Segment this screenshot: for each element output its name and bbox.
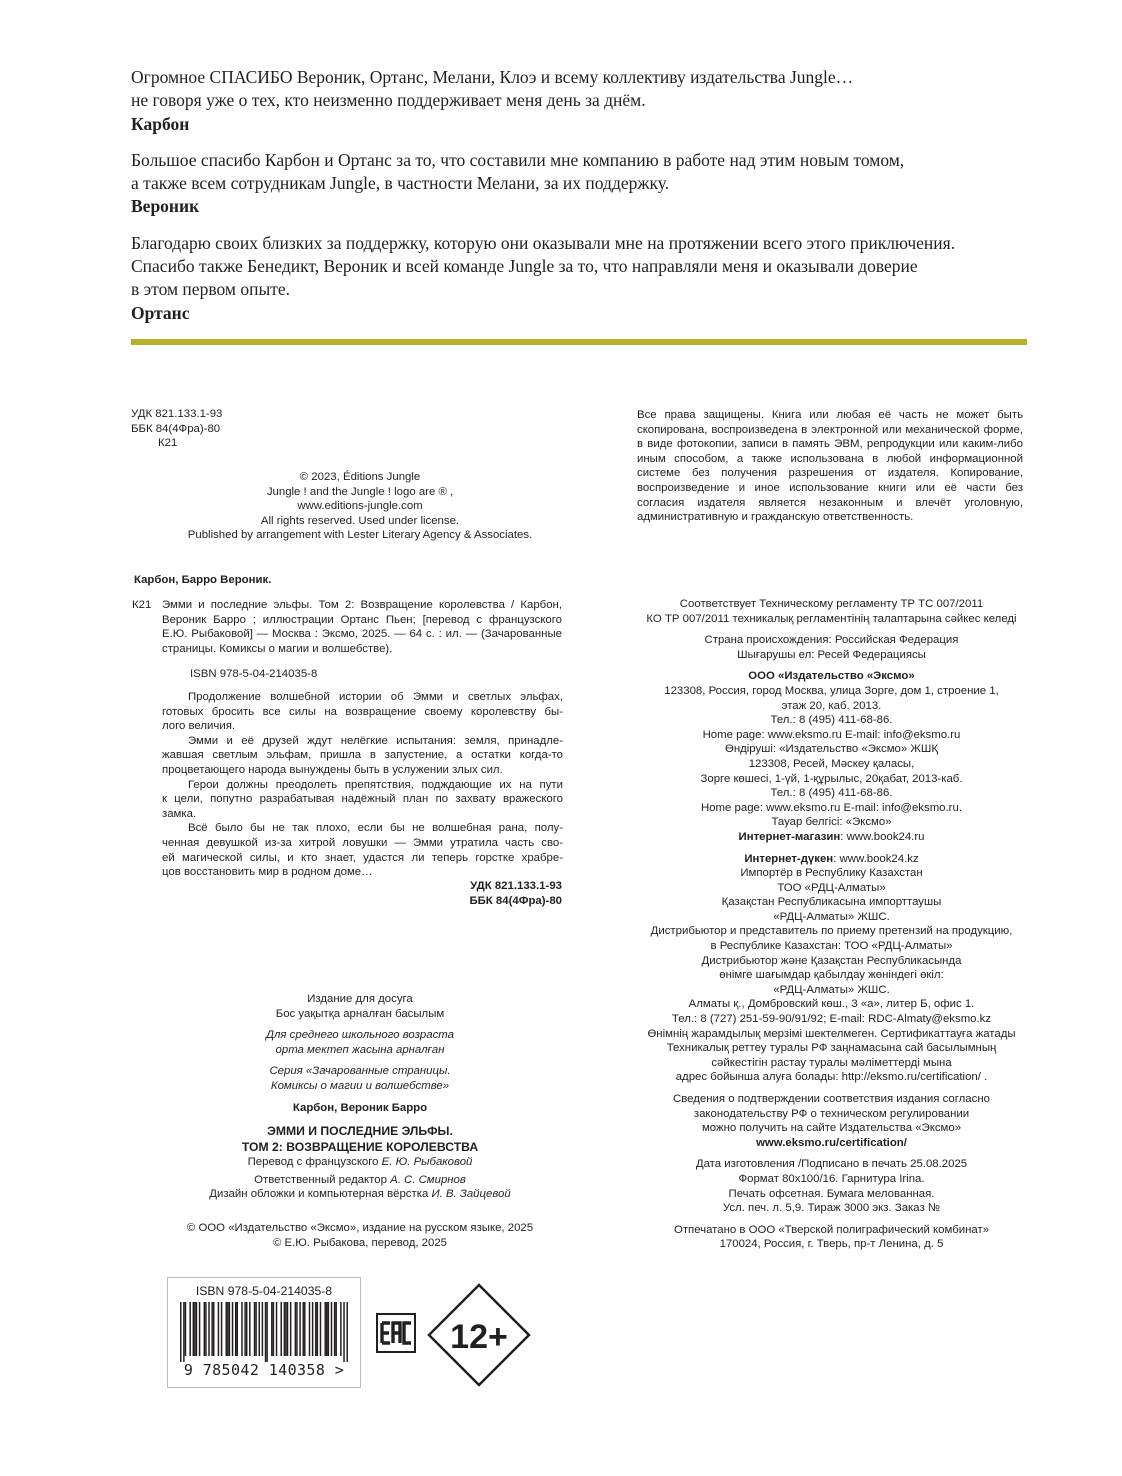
annotation-line: процветающего народа вынуждены быть в услужении злых сил. [162, 763, 503, 776]
kz-line: «РДЦ-Алматы» ЖШС. [773, 983, 890, 996]
copyright-block [160, 470, 560, 543]
ack-signature: Ортанс [131, 302, 190, 323]
barcode-bar [227, 1302, 228, 1356]
ack-line: Благодарю своих близких за поддержку, которую они оказывали мне на протяжении всего этого приключения. [131, 232, 956, 253]
bbk-code: ББК 84(4Фра)-80 [131, 422, 221, 435]
eac-icon [376, 1313, 416, 1353]
barcode-bar [226, 1302, 227, 1356]
barcode-bar [284, 1302, 285, 1356]
kz-line: «РДЦ-Алматы» ЖШС. [773, 910, 890, 923]
rights-notice: Все права защищены. Книга или любая её часть не может быть скопирована, воспроизведена в электронной или механической форме, в виде фотокопии, записи в память ЭВМ, репродукции или каким-либо иным способом, а также использована в любой информационной системе без получения разрешения от издателя. Копирование, воспроизведение и иное использование книги или её части без согласия издателя является незаконным и влечёт уголовную, административную и гражданскую ответственность. [637, 409, 1023, 524]
editor-line [160, 1173, 560, 1188]
edition-copyright [160, 1221, 560, 1250]
annotation-line: жавшая светлым эльфам, пришла в запустение, а остатки когда-то [162, 749, 563, 762]
printer-line: 170024, Россия, г. Тверь, пр-т Ленина, д. 5 [719, 1238, 944, 1251]
address-line: Home page: www.eksmo.ru E-mail: info@eksmo.ru. [701, 801, 962, 814]
annotation-line: замка. [162, 807, 197, 820]
ack-block-carbone [131, 66, 1031, 136]
barcode-bar [213, 1302, 214, 1356]
barcode-bar [265, 1302, 266, 1362]
series-line: Серия «Зачарованные страницы. [269, 1065, 451, 1078]
barcode-bar [262, 1302, 263, 1356]
annotation-line: Эмми и её друзей ждут нелёгкие испытания: земля, принадле- [188, 734, 563, 747]
barcode-bar [235, 1302, 236, 1356]
biblio-mark: К21 [132, 599, 152, 611]
printer-line: Отпечатано в ООО «Тверской полиграфический комбинат» [673, 1223, 990, 1236]
address-line: Тел.: 8 (495) 411-68-86. [770, 787, 893, 800]
annotation-line: готовых бросить все силы на возвращение своему королевству бы- [162, 705, 563, 718]
editor-label: Ответственный редактор [254, 1173, 391, 1186]
classification-codes [131, 407, 222, 451]
age-group-line: орта мектеп жасына арналған [275, 1043, 445, 1056]
regulation-line: Соответствует Техническому регламенту ТР ТС 007/2011 [679, 598, 984, 610]
ack-line: Огромное СПАСИБО Вероник, Ортанс, Мелани, Клоэ и всему коллективу издательства Jungle… [131, 67, 854, 87]
barcode-bar [211, 1302, 212, 1356]
translation-line [160, 1155, 560, 1170]
kz-line: Тел.: 8 (727) 251-59-90/91/92; E-mail: RDC-Almaty@eksmo.kz [671, 1013, 992, 1026]
annotation-codes [340, 879, 562, 908]
annotation-line: Герои должны преодолеть препятствия, подждающие их на пути [188, 778, 563, 791]
book-title: ТОМ 2: ВОЗВРАЩЕНИЕ КОРОЛЕВСТВА [241, 1139, 479, 1154]
barcode-bar [276, 1302, 277, 1356]
ack-block-hortense [131, 232, 1031, 325]
biblio-line: Е.Ю. Рыбаковой] — Москва : Эксмо, 2025. — 64 с. : ил. — (Зачарованные [162, 628, 562, 641]
barcode-bar [246, 1302, 247, 1356]
eac-mark [376, 1313, 416, 1358]
annotation-line: ченная девушкой из-за хитрой ловушки — Эмми утратила часть сво- [162, 836, 563, 849]
address-line: Тел.: 8 (495) 411-68-86. [770, 714, 893, 727]
publisher-name: ООО «Издательство «Эксмо» [748, 670, 915, 683]
barcode-bar [255, 1302, 256, 1356]
biblio-isbn: ISBN 978-5-04-214035-8 [190, 668, 318, 680]
barcode-bar [287, 1302, 288, 1356]
ack-line: а также всем сотрудникам Jungle, в частности Мелани, за их поддержку. [131, 173, 670, 194]
barcode-bar [266, 1302, 267, 1362]
author-mark: К21 [158, 437, 178, 450]
barcode-bar [346, 1302, 347, 1362]
barcode-bars [180, 1302, 348, 1362]
online-shop-kz [630, 852, 1033, 867]
cert-line: законодательству РФ о техническом регулировании [693, 1107, 970, 1120]
translation-label: Перевод с французского [247, 1156, 382, 1169]
biblio-line: страницы. Комиксы о магии и волшебстве). [162, 642, 393, 655]
design-line [160, 1187, 560, 1202]
ack-line: Большое спасибо Карбон и Ортанс за то, что составили мне компанию в работе над этим новым томом, [131, 149, 905, 170]
age-group-line: Для среднего школьного возраста [265, 1029, 454, 1042]
barcode-bar [324, 1302, 325, 1356]
barcode-bar [249, 1302, 250, 1356]
barcode-bar [328, 1302, 329, 1356]
barcode-bar [331, 1302, 332, 1356]
barcode-bar [241, 1302, 242, 1356]
barcode-bar [343, 1302, 344, 1362]
kz-line: Қазақстан Республикасына импорттаушы [721, 896, 942, 909]
barcode-bar [205, 1302, 206, 1356]
ack-block-veronique [131, 149, 1031, 219]
online-shop-kz-label: Интернет-дүкен [744, 852, 834, 865]
address-line: Home page: www.eksmo.ru E-mail: info@eksmo.ru [702, 728, 961, 741]
age-rating-text: 12+ [450, 1318, 508, 1356]
barcode-bar [232, 1302, 233, 1356]
regulation-line: КО ТР 007/2011 техникалық регламентінің талаптарына сәйкес келеді [646, 612, 1017, 625]
barcode-digits: 9 785042 140358 > [183, 1361, 345, 1379]
kz-line: Техникалық реттеу туралы РФ заңнамасына сай басылымның [666, 1042, 997, 1055]
online-shop [630, 830, 1033, 845]
barcode-isbn-text: ISBN 978-5-04-214035-8 [195, 1284, 333, 1298]
address-line: 123308, Ресей, Мәскеу қаласы, [748, 757, 915, 770]
barcode-bar [218, 1302, 219, 1356]
barcode-bar [183, 1302, 184, 1362]
barcode-bar [196, 1302, 197, 1356]
barcode-bar [299, 1302, 300, 1356]
divider-rule [131, 339, 1027, 345]
cert-line: Сведения о подтверждении соответствия издания согласно [673, 1093, 990, 1105]
kz-line: сәйкестігін растау туралы мәліметтерді мына [711, 1056, 952, 1069]
ack-line: не говоря уже о тех, кто неизменно поддерживает меня день за днём. [131, 90, 646, 111]
barcode-bar [334, 1302, 335, 1356]
age-rating-badge [427, 1283, 531, 1392]
copyright-line: Published by arrangement with Lester Literary Agency & Associates. [187, 529, 533, 542]
barcode-bar [280, 1302, 281, 1356]
address-line: этаж 20, каб. 2013. [781, 699, 882, 712]
leisure-line: Бос уақытқа арналған басылым [275, 1007, 445, 1020]
imprint-column [630, 597, 1033, 1252]
ack-signature: Карбон [131, 113, 190, 134]
biblio-line: Эмми и последние эльфы. Том 2: Возвращение королевства / Карбон, [162, 599, 562, 611]
ack-signature: Вероник [131, 196, 200, 217]
kz-line: адрес бойынша алуға болады: http://eksmo.ru/certification/ . [675, 1071, 988, 1084]
barcode-bar [189, 1302, 190, 1356]
annotation-line: цов восстановить мир в родном доме… [162, 866, 373, 879]
barcode-bar [208, 1302, 209, 1356]
barcode-bar [326, 1302, 327, 1356]
imprint-left [160, 992, 560, 1202]
barcode-bar [335, 1302, 336, 1356]
print-line: Дата изготовления /Подписано в печать 25.08.2025 [695, 1158, 968, 1171]
annotation [162, 690, 563, 880]
kz-line: Импортёр в Республику Казахстан [740, 867, 923, 880]
print-line: Печать офсетная. Бумага мелованная. [728, 1187, 935, 1200]
barcode-bar [340, 1302, 341, 1356]
print-line: Формат 80x100/16. Гарнитура Irina. [738, 1172, 925, 1185]
designer-name: И. В. Зайцевой [431, 1188, 511, 1201]
barcode-bar [180, 1302, 181, 1362]
leisure-line: Издание для досуга [307, 993, 413, 1005]
kz-line: Дистрибьютор және Қазақстан Республикасында [701, 954, 962, 967]
book-authors: Карбон, Вероник Барро [292, 1101, 428, 1114]
barcode-bar [185, 1302, 186, 1356]
barcode-bar [221, 1302, 222, 1356]
barcode-bar [193, 1302, 194, 1356]
online-shop-kz-url: : www.book24.kz [833, 852, 919, 865]
online-shop-label: Интернет-магазин [738, 830, 841, 843]
author-heading: Карбон, Барро Вероник. [134, 574, 272, 586]
address-line: 123308, Россия, город Москва, улица Зорге, дом 1, строение 1, [664, 684, 999, 697]
cert-url: www.eksmo.ru/certification/ [756, 1136, 907, 1149]
origin-line: Шығарушы ел: Ресей Федерациясы [737, 648, 926, 661]
age-rating-diamond [427, 1283, 531, 1387]
barcode-bar [302, 1302, 303, 1356]
kz-line: ТОО «РДЦ-Алматы» [777, 881, 886, 894]
annotation-line: лого величия. [162, 720, 236, 733]
udk-code: УДК 821.133.1-93 [131, 408, 223, 420]
barcode-bar [296, 1302, 297, 1356]
acknowledgements [131, 66, 1031, 338]
annotation-line: Продолжение волшебной истории об Эмми и светлых эльфах, [188, 691, 563, 703]
barcode-bar [204, 1302, 205, 1356]
copyright-line: © 2023, Éditions Jungle [299, 471, 421, 483]
biblio-record [162, 598, 562, 656]
barcode-bar [259, 1302, 260, 1356]
copyright-line: www.editions-jungle.com [297, 500, 423, 513]
kz-line: өнімге шағымдар қабылдау жөніндегі өкіл: [719, 969, 944, 982]
book-title: ЭММИ И ПОСЛЕДНИЕ ЭЛЬФЫ. [267, 1124, 453, 1139]
kz-line: в Республике Казахстан: ТОО «РДЦ-Алматы» [710, 940, 953, 953]
edition-copyright-line: © Е.Ю. Рыбакова, перевод, 2025 [272, 1236, 448, 1249]
editor-name: А. С. Смирнов [390, 1173, 466, 1186]
print-line: Усл. печ. л. 5,9. Тираж 3000 экз. Заказ № [722, 1202, 941, 1215]
design-label: Дизайн обложки и компьютерная вёрстка [209, 1188, 432, 1201]
ack-line: в этом первом опыте. [131, 279, 290, 300]
address-line: Зорге көшесі, 1-үй, 1-құрылыс, 20қабат, 2013-каб. [700, 772, 963, 785]
barcode-bar [271, 1302, 272, 1356]
annotation-udk: УДК 821.133.1-93 [470, 880, 562, 892]
barcode-bar [199, 1302, 200, 1356]
cert-line: можно получить на сайте Издательства «Эксмо» [701, 1122, 962, 1135]
barcode-bar [290, 1302, 291, 1356]
barcode-bar [320, 1302, 321, 1356]
barcode-bar [244, 1302, 245, 1356]
address-line: Тауар белгісі: «Эксмо» [771, 816, 892, 829]
isbn-barcode [167, 1277, 361, 1388]
barcode-bar [273, 1302, 274, 1356]
online-shop-url: : www.book24.ru [840, 830, 925, 843]
series-line: Комиксы о магии и волшебстве» [270, 1079, 450, 1092]
annotation-line: Всё было бы не так плохо, если бы не волшебная рана, полу- [188, 822, 563, 835]
origin-line: Страна происхождения: Российская Федерация [704, 634, 959, 647]
annotation-line: ей магической силы, и кто знает, удастся ли теперь горстке храбре- [162, 851, 563, 864]
kz-line: Өнімнің жарамдылық мерзімі шектелмеген. Сертификаттауға жатады [647, 1027, 1016, 1040]
kz-line: Дистрибьютор и представитель по приему претензий на продукцию, [650, 925, 1013, 938]
barcode-bar [254, 1302, 255, 1356]
barcode-bar [309, 1302, 310, 1356]
barcode-bar [285, 1302, 286, 1356]
barcode-bar [304, 1302, 305, 1356]
translator-name: Е. Ю. Рыбаковой [381, 1156, 473, 1169]
ack-line: Спасибо также Бенедикт, Вероник и всей команде Jungle за то, что направляли меня и оказывали доверие [131, 256, 918, 277]
annotation-line: к цели, попутно разрабатывая надёжный план по захвату вражеского [162, 793, 563, 806]
barcode-bar [315, 1302, 316, 1356]
barcode-bar [194, 1302, 195, 1356]
barcode-bar [229, 1302, 230, 1356]
annotation-bbk: ББК 84(4Фра)-80 [469, 894, 562, 907]
barcode-bar [317, 1302, 318, 1356]
kz-line: Алматы қ., Домбровский көш., 3 «а», литер Б, офис 1. [688, 998, 975, 1011]
barcode-bar [295, 1302, 296, 1356]
copyright-line: Jungle ! and the Jungle ! logo are ® , [266, 485, 454, 498]
barcode-bar [312, 1302, 313, 1356]
copyright-line: All rights reserved. Used under license. [260, 514, 460, 527]
biblio-line: Вероник Барро ; иллюстрации Ортанс Пьен; [перевод с французского [162, 613, 562, 626]
barcode-bar [237, 1302, 238, 1356]
edition-copyright-line: © ООО «Издательство «Эксмо», издание на русском языке, 2025 [186, 1222, 534, 1234]
address-line: Өндіруші: «Издательство «Эксмо» ЖШҚ [724, 743, 938, 756]
